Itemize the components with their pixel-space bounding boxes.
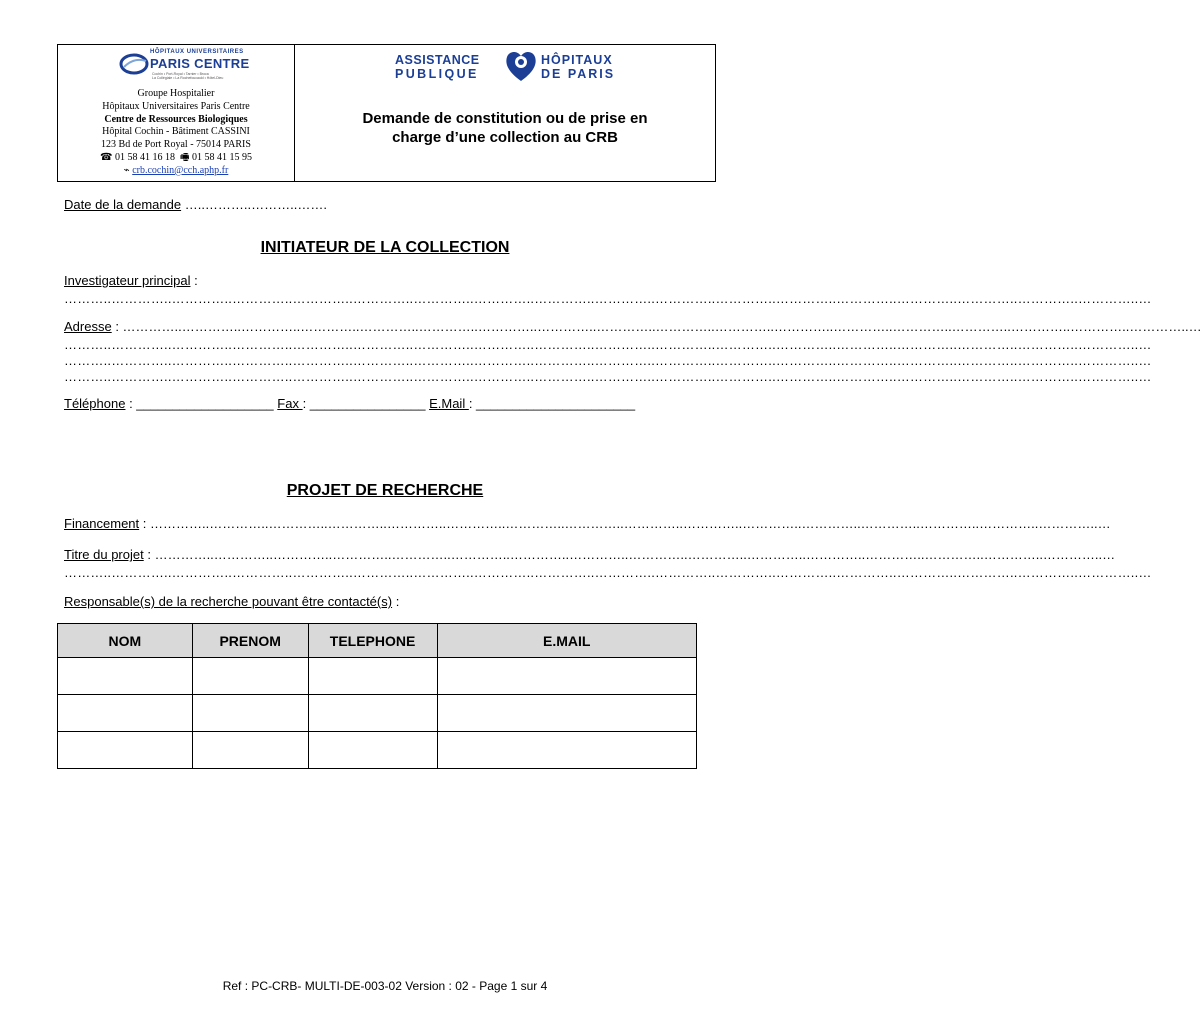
investigator-colon: :	[190, 273, 198, 288]
table-row	[58, 732, 697, 769]
cell-nom[interactable]	[58, 658, 193, 695]
address-line-1: Groupe Hospitalier	[137, 88, 215, 99]
cell-prenom[interactable]	[192, 732, 308, 769]
funding-row	[64, 516, 1111, 532]
date-row	[64, 197, 327, 213]
cell-email[interactable]	[437, 695, 697, 732]
email-link[interactable]: crb.cochin@cch.aphp.fr	[132, 164, 229, 176]
paris-centre-logo-icon	[120, 53, 150, 75]
date-label: Date de la demande	[64, 197, 182, 212]
cell-telephone[interactable]	[308, 732, 437, 769]
section-heading-project: PROJET DE RECHERCHE	[286, 482, 484, 499]
project-title-field-line-2[interactable]: ………..…………..…………..…………..…………..…………..…………..…………..…………..…………..…………..…………..…………..…………..…………..…………..…………..…………..…	[64, 565, 1152, 580]
cell-telephone[interactable]	[308, 695, 437, 732]
responsible-label: Responsable(s) de la recherche pouvant être contacté(s)	[64, 594, 393, 609]
header-box	[57, 44, 716, 182]
fax-number: 01 58 41 15 95	[191, 151, 252, 163]
address-row	[64, 319, 1202, 335]
fax-label: Fax	[277, 396, 303, 411]
project-title-row	[64, 547, 1116, 563]
col-header-email: E.MAIL	[437, 624, 697, 658]
table-row	[58, 658, 697, 695]
phone-icon: ☎	[100, 151, 113, 163]
address-line-2: Hôpitaux Universitaires Paris Centre	[102, 100, 250, 112]
cell-nom[interactable]	[58, 732, 193, 769]
investigator-row	[64, 273, 198, 289]
phone-field[interactable]: : ___________________	[125, 396, 278, 411]
document-title	[295, 109, 715, 147]
cell-email[interactable]	[437, 658, 697, 695]
cell-prenom[interactable]	[192, 695, 308, 732]
funding-field[interactable]: : …………..…………..…………..…………..…………..…………..…………..…………..…………..…………..…………..…………..…………..…………..…………..…………..…	[139, 516, 1111, 531]
address-field-line-3[interactable]: ………..…………..…………..…………..…………..…………..…………..…………..…………..…………..…………..…………..…………..…………..…………..…………..…………..…………..…	[64, 353, 1152, 368]
cell-telephone[interactable]	[308, 658, 437, 695]
address-field[interactable]: …………..…………..…………..…………..…………..…………..…………..…………..…………..…………..…………..…………..…………..…………..…………..…………..…………..…………..…	[122, 319, 1202, 334]
phone-number: 01 58 41 16 18	[115, 151, 175, 163]
email-label: E.Mail	[429, 396, 469, 411]
contact-fields-row	[64, 396, 635, 412]
page-footer: Ref : PC-CRB- MULTI-DE-003-02 Version : 02 - Page 1 sur 4	[222, 979, 548, 993]
fax-field[interactable]: : ________________	[302, 396, 430, 411]
aphp-logo	[395, 49, 619, 87]
table-header-row	[58, 624, 697, 658]
date-field[interactable]: …..………..………..…….	[181, 197, 327, 212]
cell-email[interactable]	[437, 732, 697, 769]
funding-label: Financement	[64, 516, 140, 531]
email-field[interactable]: : ______________________	[468, 396, 636, 411]
header-right-cell	[295, 45, 715, 181]
fax-icon: 🖷	[180, 151, 190, 163]
col-header-nom: NOM	[58, 624, 193, 658]
title-line-1: Demande de constitution ou de prise en	[362, 110, 648, 127]
address-line-4: Hôpital Cochin - Bâtiment CASSINI	[102, 126, 250, 138]
project-title-field[interactable]: : …………..…………..…………..…………..…………..…………..…………..…………..…………..…………..…………..…………..…………..…………..…………..…………..…	[143, 547, 1116, 562]
address-label: Adresse	[64, 319, 112, 334]
aphp-text-right-1: HÔPITAUX	[541, 53, 613, 67]
logo-left-sub1: Cochin • Port-Royal • Tarnier • Broca	[152, 72, 209, 76]
address-line-3: Centre de Ressources Biologiques	[104, 113, 248, 125]
mouse-icon: ⌁	[123, 164, 130, 176]
aphp-text-left-2: PUBLIQUE	[395, 67, 479, 81]
address-field-line-2[interactable]: ………..…………..…………..…………..…………..…………..…………..…………..…………..…………..…………..…………..…………..…………..…………..…………..…………..…………..…	[64, 337, 1152, 352]
aphp-text-left-1: ASSISTANCE	[395, 53, 480, 67]
col-header-prenom: PRENOM	[192, 624, 308, 658]
investigator-label: Investigateur principal	[64, 273, 191, 288]
investigator-field[interactable]: ………..…………..…………..…………..…………..…………..…………..…………..…………..…………..…………..…………..…………..…………..…………..…………..…………..…………..…	[64, 291, 1152, 306]
cell-nom[interactable]	[58, 695, 193, 732]
header-left-cell	[58, 45, 295, 181]
project-title-label: Titre du projet	[64, 547, 144, 562]
cell-prenom[interactable]	[192, 658, 308, 695]
address-field-line-4[interactable]: ………..…………..…………..…………..…………..…………..…………..…………..…………..…………..…………..…………..…………..…………..…………..…………..…………..…………..…	[64, 369, 1152, 384]
logo-left-main: PARIS CENTRE	[150, 56, 250, 71]
hospital-address	[58, 88, 294, 178]
aphp-text-right-2: DE PARIS	[541, 67, 616, 81]
contact-line	[58, 152, 294, 165]
col-header-telephone: TELEPHONE	[308, 624, 437, 658]
responsible-colon: :	[392, 594, 400, 609]
address-colon: :	[111, 319, 123, 334]
table-row	[58, 695, 697, 732]
title-line-2: charge d’une collection au CRB	[392, 129, 618, 146]
logo-left-sub2: La Collégiale • La Rochefoucauld • Hôtel-Dieu	[152, 76, 224, 80]
section-heading-initiator: INITIATEUR DE LA COLLECTION	[260, 239, 510, 256]
contacts-table	[57, 623, 697, 769]
responsible-row	[64, 594, 399, 610]
email-line	[58, 165, 294, 178]
logo-left-top: HÔPITAUX UNIVERSITAIRES	[150, 49, 244, 55]
phone-label: Téléphone	[64, 396, 126, 411]
aphp-heart-icon	[505, 49, 537, 83]
address-line-5: 123 Bd de Port Royal - 75014 PARIS	[101, 139, 251, 151]
